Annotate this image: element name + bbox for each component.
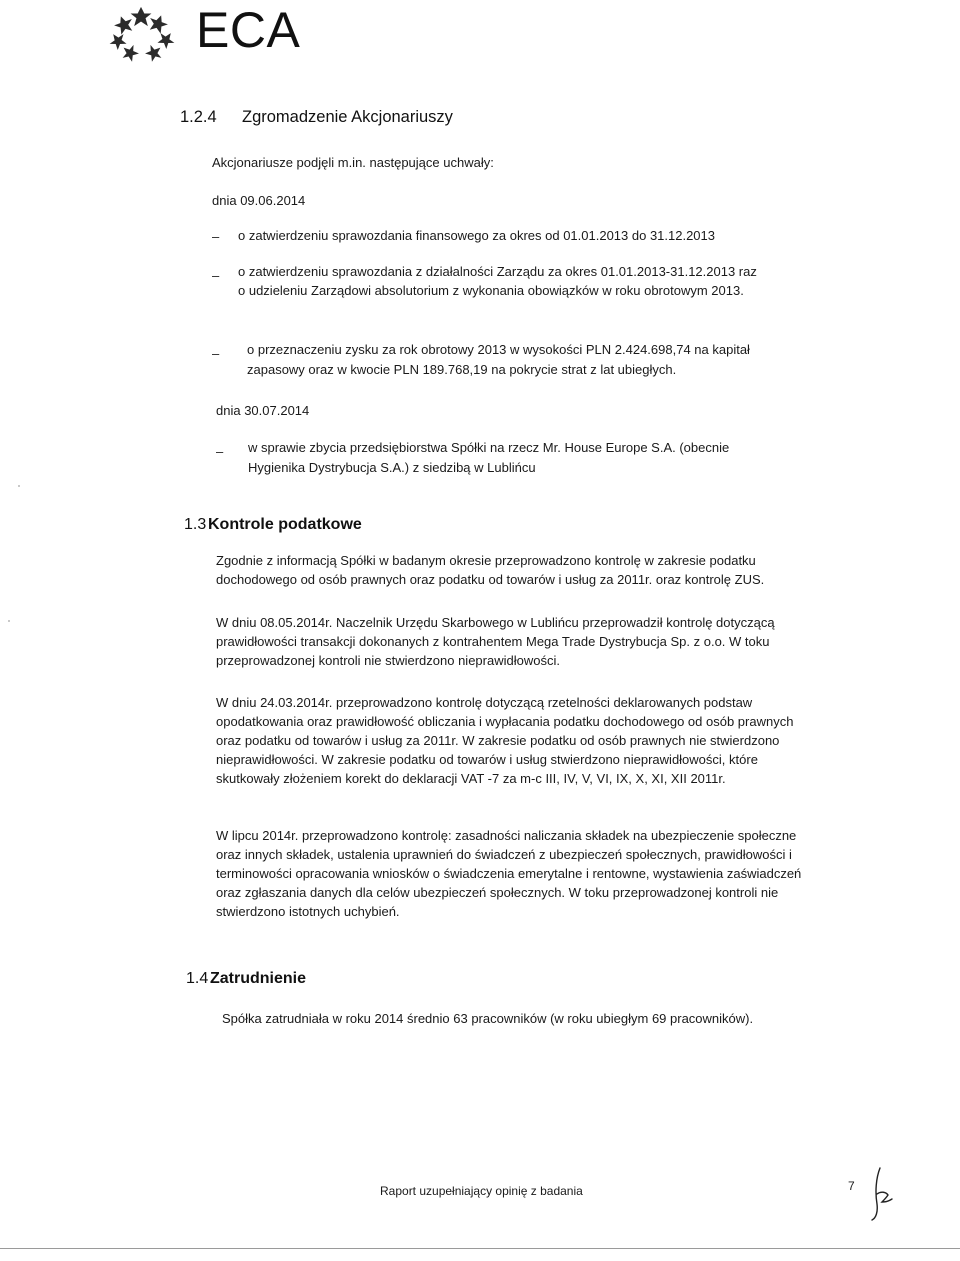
list-item-line: o udzieleniu Zarządowi absolutorium z wykonania obowiązków w roku obrotowym 2013. xyxy=(238,283,744,298)
section-title: Kontrole podatkowe xyxy=(208,516,362,533)
section-heading-1-3 xyxy=(184,514,362,536)
list-dash: – xyxy=(212,268,220,283)
list-item-line: w sprawie zbycia przedsiębiorstwa Spółki na rzecz Mr. House Europe S.A. (obecnie xyxy=(248,440,730,455)
section-number: 1.3 xyxy=(184,516,207,533)
section-heading-1-2-4 xyxy=(180,106,453,128)
list-item-line: o zatwierdzeniu sprawozdania finansowego za okres od 01.01.2013 do 31.12.2013 xyxy=(238,228,716,243)
paragraph-line: nieprawidłowości. W zakresie podatku od towarów i usług stwierdzono nieprawidłowości, które xyxy=(216,752,758,767)
section-heading-1-4 xyxy=(186,968,306,990)
list-dash: – xyxy=(216,444,224,459)
list-item-line: Hygienika Dystrybucja S.A.) z siedzibą w Lublińcu xyxy=(248,460,536,475)
eca-star-logo-icon xyxy=(108,6,178,62)
list-item-line: o przeznaczeniu zysku za rok obrotowy 2013 w wysokości PLN 2.424.698,74 na kapitał xyxy=(247,342,750,357)
paragraph xyxy=(216,693,840,788)
paragraph-line: oraz podatku od towarów i usług za 2011r. W zakresie podatku od osób prawnych nie stwierdzono xyxy=(216,733,780,748)
paragraph-line: W dniu 08.05.2014r. Naczelnik Urzędu Skarbowego w Lublińcu przeprowadził kontrolę dotyczącą xyxy=(216,615,775,630)
scan-dot xyxy=(18,485,20,487)
paragraph xyxy=(216,613,836,670)
paragraph-line: terminowości opracowania wniosków o świadczenia emerytalne i rentowne, wystawienia zaświadczeń xyxy=(216,866,802,881)
paragraph-line: stwierdzono istotnych uchybień. xyxy=(216,904,400,919)
paragraph-line: przeprowadzonej kontroli nie stwierdzono nieprawidłowości. xyxy=(216,653,560,668)
paragraph-line: skutkowały złożeniem korekt do deklaracji VAT -7 za m-c III, IV, V, VI, IX, X, XI, XII 2011r. xyxy=(216,771,726,786)
resolution-date: dnia 30.07.2014 xyxy=(216,403,310,418)
section-title: Zatrudnienie xyxy=(210,970,307,987)
paragraph-line: oraz zgłaszania danych dla celów ubezpieczeń społecznych. W toku przeprowadzonej kontroli nie xyxy=(216,885,779,900)
paragraph-line: dochodowego od osób prawnych oraz podatku od towarów i usług za 2011r. oraz kontrolę ZUS. xyxy=(216,572,765,587)
section-title: Zgromadzenie Akcjonariuszy xyxy=(242,108,453,126)
handwritten-initials-icon xyxy=(866,1164,906,1224)
paragraph-line: Zgodnie z informacją Spółki w badanym okresie przeprowadzono kontrolę w zakresie podatku xyxy=(216,553,756,568)
paragraph-line: oraz innych składek, ustalenia uprawnień do świadczeń z ubezpieczeń społecznych, prawidłowości i xyxy=(216,847,792,862)
paragraph-line: W lipcu 2014r. przeprowadzono kontrolę: zasadności naliczania składek na ubezpieczenie społeczne xyxy=(216,828,797,843)
paragraph-line: W dniu 24.03.2014r. przeprowadzono kontrolę dotyczącą rzetelności deklarowanych podstaw xyxy=(216,695,753,710)
resolution-date: dnia 09.06.2014 xyxy=(212,193,306,208)
list-item-line: zapasowy oraz w kwocie PLN 189.768,19 na pokrycie strat z lat ubiegłych. xyxy=(247,362,677,377)
scan-dot xyxy=(8,620,10,622)
logo-text: ECA xyxy=(196,2,301,58)
paragraph-line: opodatkowania oraz prawidłowość obliczania i wypłacania podatku dochodowego od osób prawnych xyxy=(216,714,794,729)
page-number: 7 xyxy=(848,1179,855,1193)
page-bottom-rule xyxy=(0,1248,960,1249)
paragraph xyxy=(216,551,836,589)
section-number: 1.4 xyxy=(186,970,209,987)
employment-text: Spółka zatrudniała w roku 2014 średnio 63 pracowników (w roku ubiegłym 69 pracowników). xyxy=(222,1011,754,1026)
list-item-line: o zatwierdzeniu sprawozdania z działalności Zarządu za okres 01.01.2013-31.12.2013 raz xyxy=(238,264,757,279)
list-dash: – xyxy=(212,346,220,361)
intro-text: Akcjonariusze podjęli m.in. następujące uchwały: xyxy=(212,155,494,170)
paragraph xyxy=(216,826,840,921)
section-number: 1.2.4 xyxy=(180,108,217,126)
list-dash: – xyxy=(212,229,220,244)
footer-report-title: Raport uzupełniający opinię z badania xyxy=(380,1184,583,1198)
paragraph-line: prawidłowości transakcji dokonanych z kontrahentem Mega Trade Dystrybucja Sp. z o.o. W toku xyxy=(216,634,770,649)
